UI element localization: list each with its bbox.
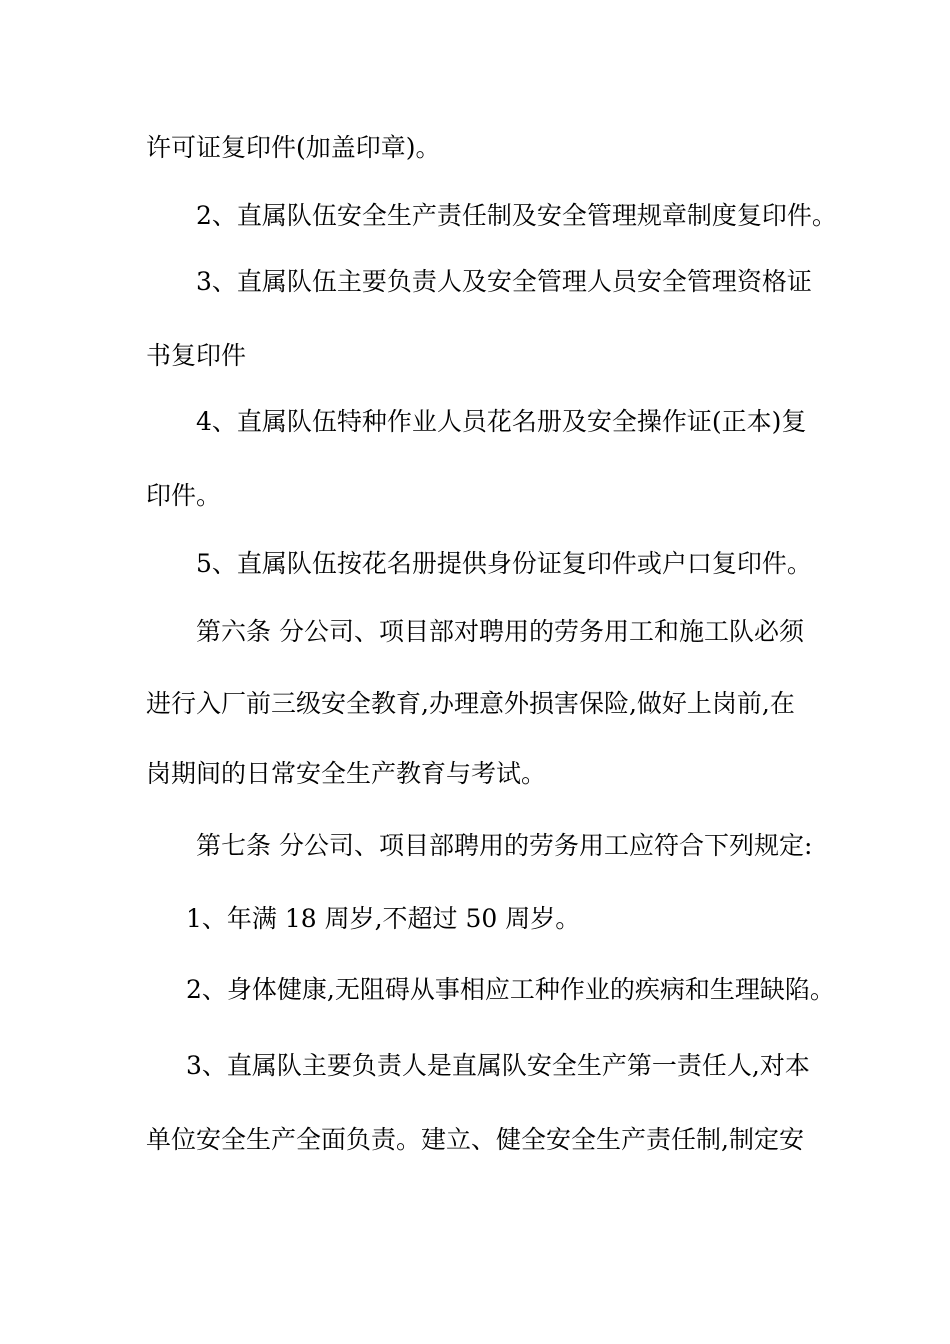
text-line: 进行入厂前三级安全教育,办理意外损害保险,做好上岗前,在 <box>146 689 795 718</box>
text-line: 4、直属队伍特种作业人员花名册及安全操作证(正本)复 <box>196 407 807 436</box>
text-line: 印件。 <box>146 481 222 510</box>
text-line: 许可证复印件(加盖印章)。 <box>146 133 441 162</box>
text-line: 2、身体健康,无阻碍从事相应工种作业的疾病和生理缺陷。 <box>186 975 835 1004</box>
text-line: 3、直属队主要负责人是直属队安全生产第一责任人,对本 <box>186 1051 810 1080</box>
text-line: 3、直属队伍主要负责人及安全管理人员安全管理资格证 <box>196 267 812 296</box>
text-line: 第七条 分公司、项目部聘用的劳务用工应符合下列规定: <box>196 831 813 860</box>
text-line: 书复印件 <box>146 341 247 370</box>
text-line: 2、直属队伍安全生产责任制及安全管理规章制度复印件。 <box>196 201 837 230</box>
text-line: 单位安全生产全面负责。建立、健全安全生产责任制,制定安 <box>146 1125 804 1154</box>
text-line: 第六条 分公司、项目部对聘用的劳务用工和施工队必须 <box>196 617 804 646</box>
text-line: 1、年满 18 周岁,不超过 50 周岁。 <box>186 904 581 933</box>
text-line: 5、直属队伍按花名册提供身份证复印件或户口复印件。 <box>196 549 812 578</box>
text-line: 岗期间的日常安全生产教育与考试。 <box>146 759 547 788</box>
